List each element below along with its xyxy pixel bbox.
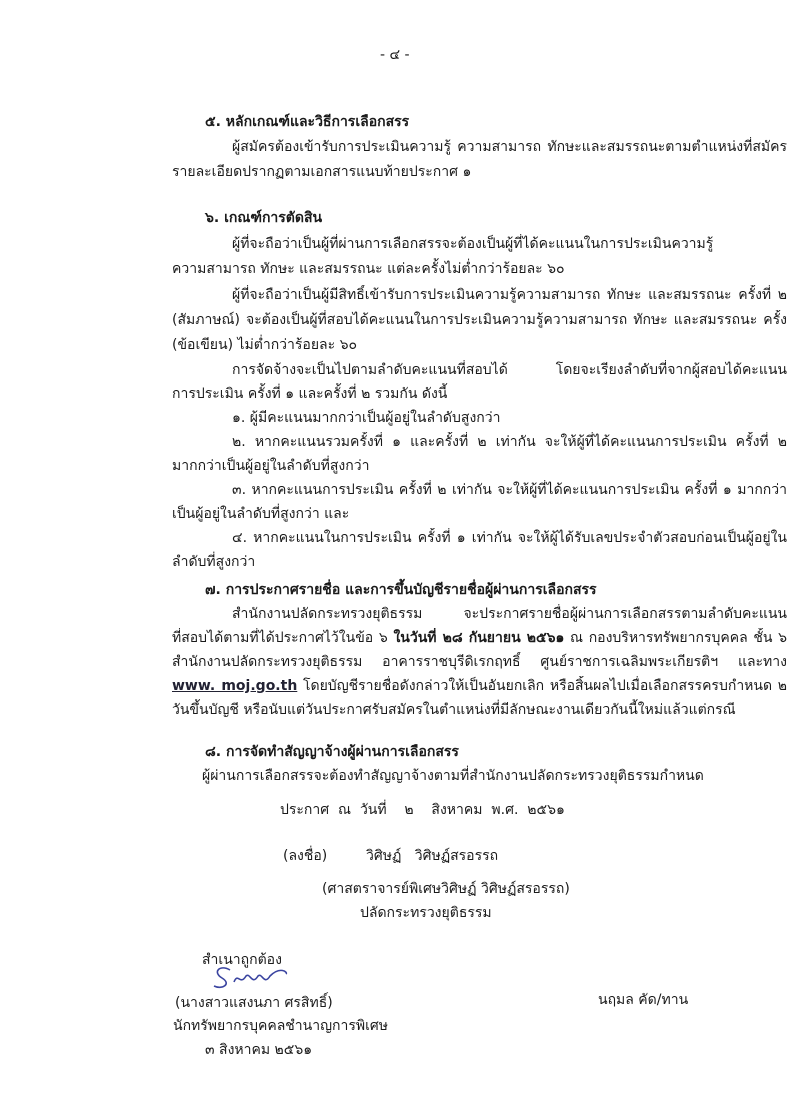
section-7-text: วันขึ้นบัญชี หรือนับแต่วันประกาศรับสมัครในตำแหน่งที่มีลักษณะงานเดียวกันนี้ใหม่แล้วแต่กรณี xyxy=(172,702,736,718)
criteria-item: ๒. หากคะแนนรวมครั้งที่ ๑ และครั้งที่ ๒ เท่ากัน จะให้ผู้ที่ได้คะแนนการประเมิน ครั้งที่ ๒ xyxy=(232,434,787,450)
section-6-text: การจัดจ้างจะเป็นไปตามลำดับคะแนนที่สอบได้ โดยจะเรียงลำดับที่จากผู้สอบได้คะแนน xyxy=(232,362,787,378)
certified-date: ๓ สิงหาคม ๒๕๖๑ xyxy=(205,1042,313,1058)
criteria-item: มากกว่าเป็นผู้อยู่ในลำดับที่สูงกว่า xyxy=(172,458,370,474)
certifier-position: นักทรัพยากรบุคคลชำนาญการพิเศษ xyxy=(173,1018,388,1034)
section-6-text: ความสามารถ ทักษะ และสมรรถนะ แต่ละครั้งไม่ต่ำกว่าร้อยละ ๖๐ xyxy=(172,261,565,277)
section-8-heading: ๘. การจัดทำสัญญาจ้างผู้ผ่านการเลือกสรร xyxy=(205,744,459,760)
section-6-text: (ข้อเขียน) ไม่ต่ำกว่าร้อยละ ๖๐ xyxy=(172,337,358,353)
section-6-text: (สัมภาษณ์) จะต้องเป็นผู้ที่สอบได้คะแนนในการประเมินความรู้ความสามารถ ทักษะ และสมรรถนะ ครั้ง xyxy=(172,312,787,328)
section-7-text: สำนักงานปลัดกระทรวงยุติธรรม จะประกาศรายชื่อผู้ผ่านการเลือกสรรตามลำดับคะแนน xyxy=(232,606,787,622)
section-5-heading: ๕. หลักเกณฑ์และวิธีการเลือกสรร xyxy=(205,114,410,130)
criteria-item: ๑. ผู้มีคะแนนมากกว่าเป็นผู้อยู่ในลำดับสูงกว่า xyxy=(232,410,501,426)
announcement-date: ประกาศ ณ วันที่ ๒ สิงหาคม พ.ศ. ๒๕๖๑ xyxy=(280,802,565,818)
signatory-full-name: (ศาสตราจารย์พิเศษวิศิษฏ์ วิศิษฏ์สรอรรถ) xyxy=(322,881,570,897)
certifier-name: (นางสาวแสงนภา ศรสิทธิ์) xyxy=(175,995,333,1011)
section-7-text-part: ที่สอบได้ตามที่ได้ประกาศไว้ในข้อ ๖ xyxy=(172,630,394,646)
section-7-text-part: โดยบัญชีรายชื่อดังกล่าวให้เป็นอันยกเลิก หรือสิ้นผลไปเมื่อเลือกสรรครบกำหนด ๒ xyxy=(302,678,787,694)
section-7-text: สำนักงานปลัดกระทรวงยุติธรรม อาคารราชบุรีดิเรกฤทธิ์ ศูนย์ราชการเฉลิมพระเกียรติฯ และทาง xyxy=(172,654,787,670)
section-5-text: ผู้สมัครต้องเข้ารับการประเมินความรู้ ความสามารถ ทักษะและสมรรถนะตามตำแหน่งที่สมัคร xyxy=(232,139,787,155)
typist-note: นฤมล คัด/ทาน xyxy=(598,992,689,1008)
section-7-text xyxy=(172,676,787,696)
announcement-date-bold: ในวันที่ ๒๘ กันยายน ๒๕๖๑ xyxy=(393,630,565,646)
section-8-text: ผู้ผ่านการเลือกสรรจะต้องทำสัญญาจ้างตามที่สำนักงานปลัดกระทรวงยุติธรรมกำหนด xyxy=(202,768,704,784)
section-6-text: ผู้ที่จะถือว่าเป็นผู้มีสิทธิ์เข้ารับการประเมินความรู้ความสามารถ ทักษะ และสมรรถนะ ครั้งที่ ๒ xyxy=(232,287,787,303)
criteria-item: ลำดับที่สูงกว่า xyxy=(172,554,256,570)
section-6-text: ผู้ที่จะถือว่าเป็นผู้ที่ผ่านการเลือกสรรจะต้องเป็นผู้ที่ได้คะแนนในการประเมินความรู้ xyxy=(232,236,714,252)
criteria-item: เป็นผู้อยู่ในลำดับที่สูงกว่า และ xyxy=(172,506,350,522)
section-6-text: การประเมิน ครั้งที่ ๑ และครั้งที่ ๒ รวมกัน ดังนี้ xyxy=(172,386,448,402)
section-6-heading: ๖. เกณฑ์การตัดสิน xyxy=(205,210,323,226)
criteria-item: ๓. หากคะแนนการประเมิน ครั้งที่ ๒ เท่ากัน จะให้ผู้ที่ได้คะแนนการประเมิน ครั้งที่ ๑ มากกว่า xyxy=(232,482,787,498)
certified-label: สำเนาถูกต้อง xyxy=(202,952,282,968)
signatory-position: ปลัดกระทรวงยุติธรรม xyxy=(360,905,492,921)
sign-label: (ลงชื่อ) xyxy=(283,848,328,864)
signed-name: วิศิษฏ์ วิศิษฏ์สรอรรถ xyxy=(366,848,499,864)
section-7-heading: ๗. การประกาศรายชื่อ และการขึ้นบัญชีรายชื่อผู้ผ่านการเลือกสรร xyxy=(205,582,597,598)
criteria-item: ๔. หากคะแนนในการประเมิน ครั้งที่ ๑ เท่ากัน จะให้ผู้ได้รับเลขประจำตัวสอบก่อนเป็นผู้อยู่ใน xyxy=(232,530,787,546)
page-number: - ๔ - xyxy=(380,47,410,63)
section-5-text: รายละเอียดปรากฏตามเอกสารแนบท้ายประกาศ ๑ xyxy=(172,164,472,180)
handwritten-signature-icon xyxy=(200,962,290,992)
section-7-text xyxy=(172,628,787,648)
website-link[interactable]: www. moj.go.th xyxy=(172,678,298,694)
section-7-text-part: ณ กองบริหารทรัพยากรบุคคล ชั้น ๖ xyxy=(564,630,787,646)
